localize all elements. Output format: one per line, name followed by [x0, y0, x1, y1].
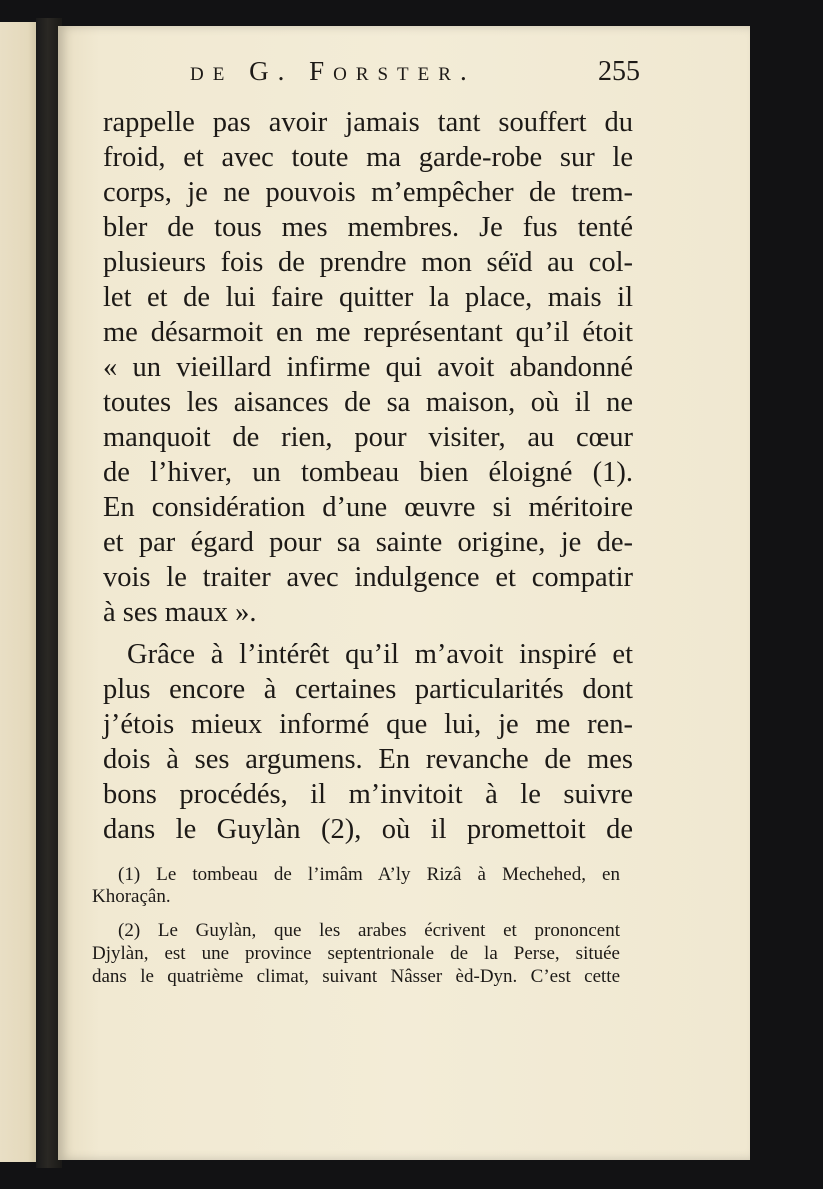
body-line: corps, je ne pouvois m’empêcher de trem-: [103, 177, 633, 208]
page-number: 255: [598, 56, 640, 87]
body-line: me désarmoit en me représentant qu’il étoit: [103, 317, 633, 348]
body-line: plus encore à certaines particularités dont: [103, 674, 633, 705]
footnote-1-line: (1) Le tombeau de l’imâm A’ly Rizâ à Mechehed, en: [118, 864, 620, 885]
footnote-1-line: Khoraçân.: [92, 886, 171, 907]
footnote-2-line: (2) Le Guylàn, que les arabes écrivent et prononcent: [118, 920, 620, 941]
body-line: « un vieillard infirme qui avoit abandonné: [103, 352, 633, 383]
body-line: j’étois mieux informé que lui, je me ren-: [103, 709, 633, 740]
body-line: et par égard pour sa sainte origine, je de-: [103, 527, 633, 558]
body-line: de l’hiver, un tombeau bien éloigné (1).: [103, 457, 633, 488]
body-line: rappelle pas avoir jamais tant souffert du: [103, 107, 633, 138]
body-line: dans le Guylàn (2), où il promettoit de: [103, 814, 633, 845]
body-line: bler de tous mes membres. Je fus tenté: [103, 212, 633, 243]
body-line: toutes les aisances de sa maison, où il ne: [103, 387, 633, 418]
body-line: à ses maux ».: [103, 597, 257, 628]
body-line: En considération d’une œuvre si méritoire: [103, 492, 633, 523]
left-page-edge: [0, 22, 40, 1162]
body-line: Grâce à l’intérêt qu’il m’avoit inspiré et: [127, 639, 633, 670]
body-line: froid, et avec toute ma garde-robe sur le: [103, 142, 633, 173]
footnote-2-line: dans le quatrième climat, suivant Nâsser èd-Dyn. C’est cette: [92, 966, 620, 987]
body-line: bons procédés, il m’invitoit à le suivre: [103, 779, 633, 810]
footnote-2-line: Djylàn, est une province septentrionale de la Perse, située: [92, 943, 620, 964]
body-line: dois à ses argumens. En revanche de mes: [103, 744, 633, 775]
body-line: manquoit de rien, pour visiter, au cœur: [103, 422, 633, 453]
body-line: vois le traiter avec indulgence et compatir: [103, 562, 633, 593]
running-title: de G. Forster.: [190, 56, 476, 86]
body-line: plusieurs fois de prendre mon séïd au col-: [103, 247, 633, 278]
running-header: [190, 56, 640, 96]
body-line: let et de lui faire quitter la place, mais il: [103, 282, 633, 313]
